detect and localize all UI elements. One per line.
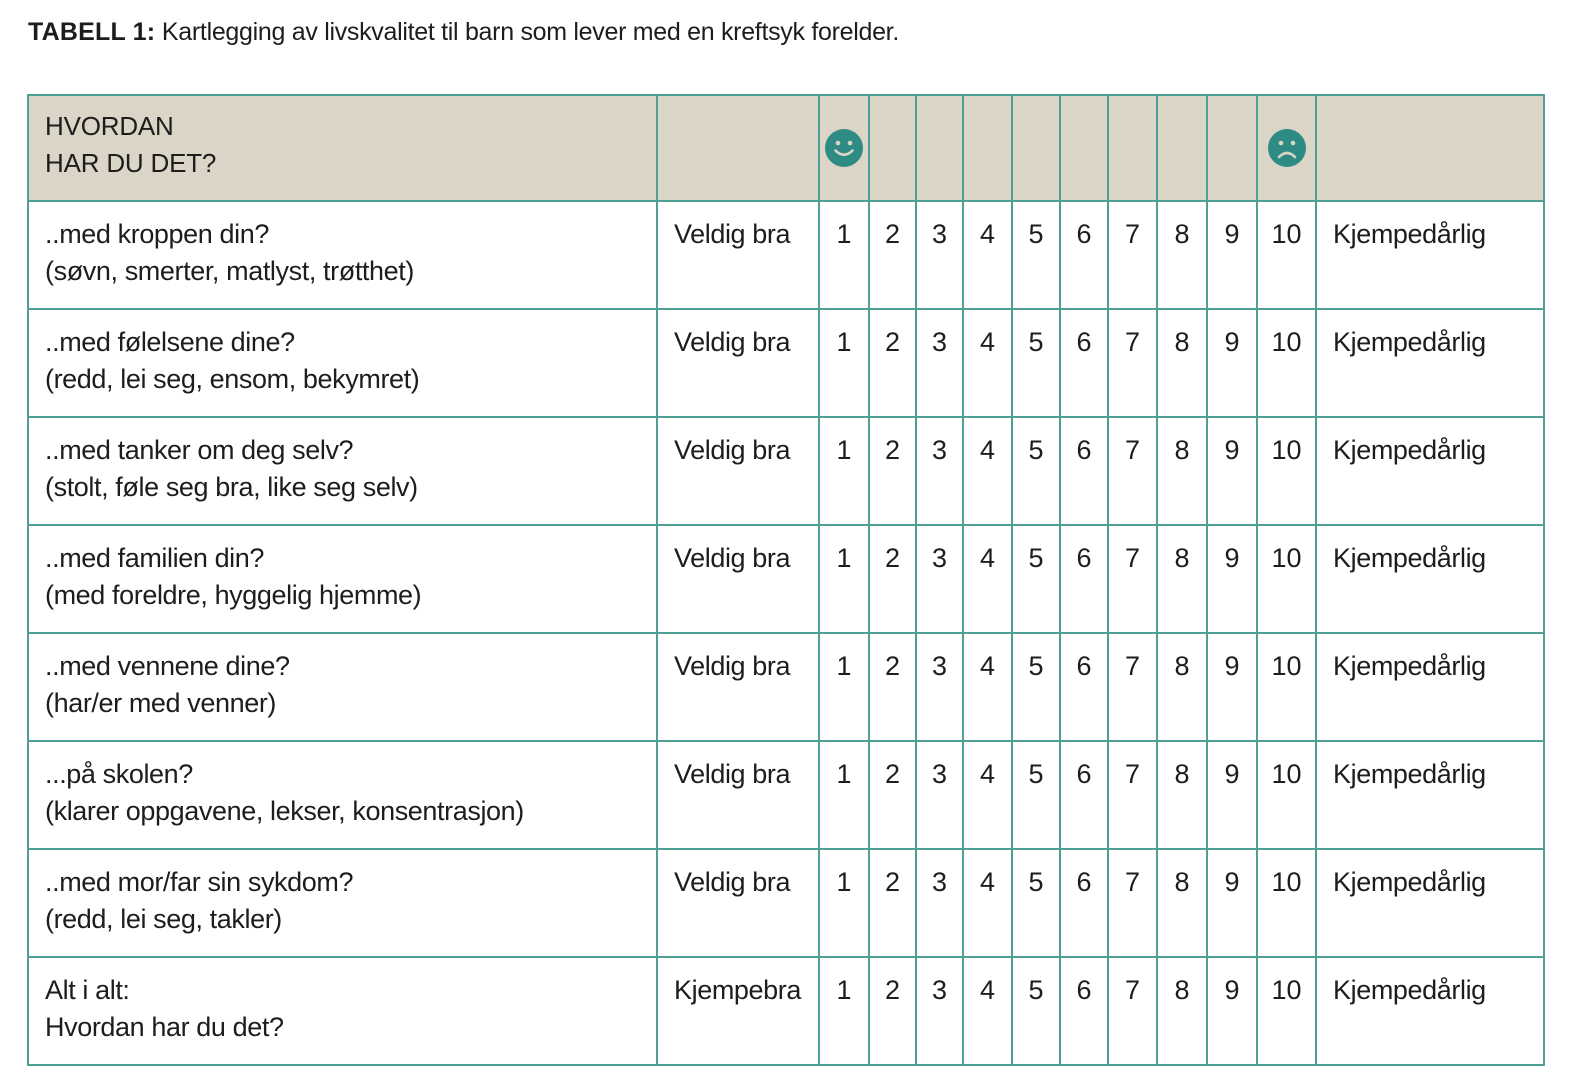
scale-option-4[interactable]: 4	[963, 633, 1012, 741]
scale-option-6[interactable]: 6	[1060, 849, 1108, 957]
caption-label: TABELL 1:	[28, 18, 156, 46]
quality-of-life-table	[27, 94, 1545, 1066]
scale-option-1[interactable]: 1	[819, 741, 869, 849]
question-cell	[28, 741, 657, 849]
header-empty-right	[1316, 95, 1544, 201]
scale-option-6[interactable]: 6	[1060, 957, 1108, 1065]
table-header-row	[28, 95, 1544, 201]
scale-right-label: Kjempedårlig	[1316, 201, 1544, 309]
question-line1: ..med tanker om deg selv?	[45, 435, 354, 465]
table-row	[28, 633, 1544, 741]
scale-option-2[interactable]: 2	[869, 309, 916, 417]
table-row	[28, 201, 1544, 309]
question-cell	[28, 201, 657, 309]
question-cell	[28, 633, 657, 741]
table-row	[28, 309, 1544, 417]
scale-option-8[interactable]: 8	[1157, 201, 1207, 309]
table-row	[28, 849, 1544, 957]
scale-option-8[interactable]: 8	[1157, 957, 1207, 1065]
question-line2: (stolt, føle seg bra, like seg selv)	[45, 472, 418, 502]
scale-option-10[interactable]: 10	[1257, 309, 1316, 417]
question-line2: (redd, lei seg, ensom, bekymret)	[45, 364, 420, 394]
table-row	[28, 417, 1544, 525]
scale-option-1[interactable]: 1	[819, 849, 869, 957]
scale-right-label: Kjempedårlig	[1316, 633, 1544, 741]
table-row	[28, 741, 1544, 849]
scale-option-3[interactable]: 3	[916, 525, 963, 633]
scale-option-5[interactable]: 5	[1012, 741, 1060, 849]
scale-left-label: Kjempebra	[657, 957, 819, 1065]
scale-option-1[interactable]: 1	[819, 417, 869, 525]
scale-option-2[interactable]: 2	[869, 633, 916, 741]
scale-left-label: Veldig bra	[657, 741, 819, 849]
scale-option-1[interactable]: 1	[819, 309, 869, 417]
question-line2: (redd, lei seg, takler)	[45, 904, 282, 934]
scale-right-label: Kjempedårlig	[1316, 309, 1544, 417]
scale-option-9[interactable]: 9	[1207, 417, 1257, 525]
scale-option-5[interactable]: 5	[1012, 633, 1060, 741]
question-line2: (søvn, smerter, matlyst, trøtthet)	[45, 256, 414, 286]
scale-option-5[interactable]: 5	[1012, 309, 1060, 417]
scale-option-9[interactable]: 9	[1207, 741, 1257, 849]
scale-option-3[interactable]: 3	[916, 849, 963, 957]
table-row	[28, 525, 1544, 633]
header-empty-6	[1060, 95, 1108, 201]
scale-option-6[interactable]: 6	[1060, 417, 1108, 525]
scale-right-label: Kjempedårlig	[1316, 849, 1544, 957]
scale-option-2[interactable]: 2	[869, 417, 916, 525]
header-question-line2: HAR DU DET?	[45, 148, 217, 178]
scale-option-5[interactable]: 5	[1012, 201, 1060, 309]
question-line2: (klarer oppgavene, lekser, konsentrasjon)	[45, 796, 524, 826]
scale-option-4[interactable]: 4	[963, 849, 1012, 957]
scale-option-5[interactable]: 5	[1012, 417, 1060, 525]
scale-option-8[interactable]: 8	[1157, 309, 1207, 417]
scale-option-6[interactable]: 6	[1060, 309, 1108, 417]
scale-option-6[interactable]: 6	[1060, 525, 1108, 633]
scale-option-2[interactable]: 2	[869, 525, 916, 633]
question-line1: Alt i alt:	[45, 975, 130, 1005]
header-bad-cell	[1257, 95, 1316, 201]
scale-option-1[interactable]: 1	[819, 633, 869, 741]
scale-left-label: Veldig bra	[657, 417, 819, 525]
question-line1: ..med mor/far sin sykdom?	[45, 867, 354, 897]
scale-left-label: Veldig bra	[657, 201, 819, 309]
question-line2: Hvordan har du det?	[45, 1012, 284, 1042]
header-empty-2	[869, 95, 916, 201]
scale-option-10[interactable]: 10	[1257, 957, 1316, 1065]
scale-left-label: Veldig bra	[657, 309, 819, 417]
header-empty-8	[1157, 95, 1207, 201]
scale-option-10[interactable]: 10	[1257, 633, 1316, 741]
header-empty-9	[1207, 95, 1257, 201]
scale-right-label: Kjempedårlig	[1316, 525, 1544, 633]
question-cell	[28, 849, 657, 957]
scale-option-2[interactable]: 2	[869, 957, 916, 1065]
scale-option-4[interactable]: 4	[963, 741, 1012, 849]
scale-option-9[interactable]: 9	[1207, 525, 1257, 633]
scale-option-6[interactable]: 6	[1060, 201, 1108, 309]
scale-option-3[interactable]: 3	[916, 201, 963, 309]
scale-option-9[interactable]: 9	[1207, 309, 1257, 417]
question-cell	[28, 417, 657, 525]
question-cell	[28, 525, 657, 633]
scale-option-7[interactable]: 7	[1108, 849, 1157, 957]
smiling-face-icon	[824, 128, 864, 168]
question-cell	[28, 957, 657, 1065]
scale-option-8[interactable]: 8	[1157, 417, 1207, 525]
scale-option-3[interactable]: 3	[916, 417, 963, 525]
question-line1: ...på skolen?	[45, 759, 193, 789]
scale-option-3[interactable]: 3	[916, 633, 963, 741]
scale-option-1[interactable]: 1	[819, 957, 869, 1065]
scale-option-4[interactable]: 4	[963, 201, 1012, 309]
header-question-line1: HVORDAN	[45, 111, 174, 141]
scale-option-9[interactable]: 9	[1207, 633, 1257, 741]
scale-option-8[interactable]: 8	[1157, 633, 1207, 741]
scale-option-6[interactable]: 6	[1060, 741, 1108, 849]
scale-option-10[interactable]: 10	[1257, 849, 1316, 957]
scale-option-7[interactable]: 7	[1108, 525, 1157, 633]
header-empty-3	[916, 95, 963, 201]
scale-option-9[interactable]: 9	[1207, 957, 1257, 1065]
frowning-face-icon	[1267, 128, 1307, 168]
scale-option-5[interactable]: 5	[1012, 849, 1060, 957]
question-line1: ..med kroppen din?	[45, 219, 269, 249]
scale-option-8[interactable]: 8	[1157, 849, 1207, 957]
header-empty-5	[1012, 95, 1060, 201]
scale-option-10[interactable]: 10	[1257, 525, 1316, 633]
question-line1: ..med følelsene dine?	[45, 327, 295, 357]
scale-right-label: Kjempedårlig	[1316, 957, 1544, 1065]
scale-option-4[interactable]: 4	[963, 309, 1012, 417]
scale-option-7[interactable]: 7	[1108, 957, 1157, 1065]
scale-option-2[interactable]: 2	[869, 741, 916, 849]
scale-right-label: Kjempedårlig	[1316, 417, 1544, 525]
scale-right-label: Kjempedårlig	[1316, 741, 1544, 849]
scale-option-10[interactable]: 10	[1257, 741, 1316, 849]
table-row	[28, 957, 1544, 1065]
scale-option-1[interactable]: 1	[819, 525, 869, 633]
question-line2: (har/er med venner)	[45, 688, 276, 718]
scale-option-3[interactable]: 3	[916, 957, 963, 1065]
scale-option-4[interactable]: 4	[963, 525, 1012, 633]
scale-option-7[interactable]: 7	[1108, 741, 1157, 849]
header-empty-left	[657, 95, 819, 201]
scale-option-3[interactable]: 3	[916, 309, 963, 417]
caption-text: Kartlegging av livskvalitet til barn som lever med en kreftsyk forelder.	[161, 18, 899, 46]
scale-option-5[interactable]: 5	[1012, 957, 1060, 1065]
scale-option-1[interactable]: 1	[819, 201, 869, 309]
question-line1: ..med vennene dine?	[45, 651, 290, 681]
header-good-cell	[819, 95, 869, 201]
question-line1: ..med familien din?	[45, 543, 265, 573]
scale-option-6[interactable]: 6	[1060, 633, 1108, 741]
scale-option-7[interactable]: 7	[1108, 309, 1157, 417]
table-caption	[28, 18, 899, 47]
scale-option-10[interactable]: 10	[1257, 417, 1316, 525]
scale-option-4[interactable]: 4	[963, 957, 1012, 1065]
question-line2: (med foreldre, hyggelig hjemme)	[45, 580, 422, 610]
question-cell	[28, 309, 657, 417]
header-question	[28, 95, 657, 201]
scale-option-4[interactable]: 4	[963, 417, 1012, 525]
header-empty-7	[1108, 95, 1157, 201]
scale-option-7[interactable]: 7	[1108, 633, 1157, 741]
scale-left-label: Veldig bra	[657, 849, 819, 957]
scale-option-2[interactable]: 2	[869, 201, 916, 309]
header-empty-4	[963, 95, 1012, 201]
scale-option-9[interactable]: 9	[1207, 849, 1257, 957]
scale-option-2[interactable]: 2	[869, 849, 916, 957]
scale-option-8[interactable]: 8	[1157, 741, 1207, 849]
scale-option-3[interactable]: 3	[916, 741, 963, 849]
scale-option-7[interactable]: 7	[1108, 201, 1157, 309]
scale-option-10[interactable]: 10	[1257, 201, 1316, 309]
scale-left-label: Veldig bra	[657, 525, 819, 633]
scale-option-9[interactable]: 9	[1207, 201, 1257, 309]
scale-option-5[interactable]: 5	[1012, 525, 1060, 633]
scale-option-7[interactable]: 7	[1108, 417, 1157, 525]
scale-option-8[interactable]: 8	[1157, 525, 1207, 633]
scale-left-label: Veldig bra	[657, 633, 819, 741]
